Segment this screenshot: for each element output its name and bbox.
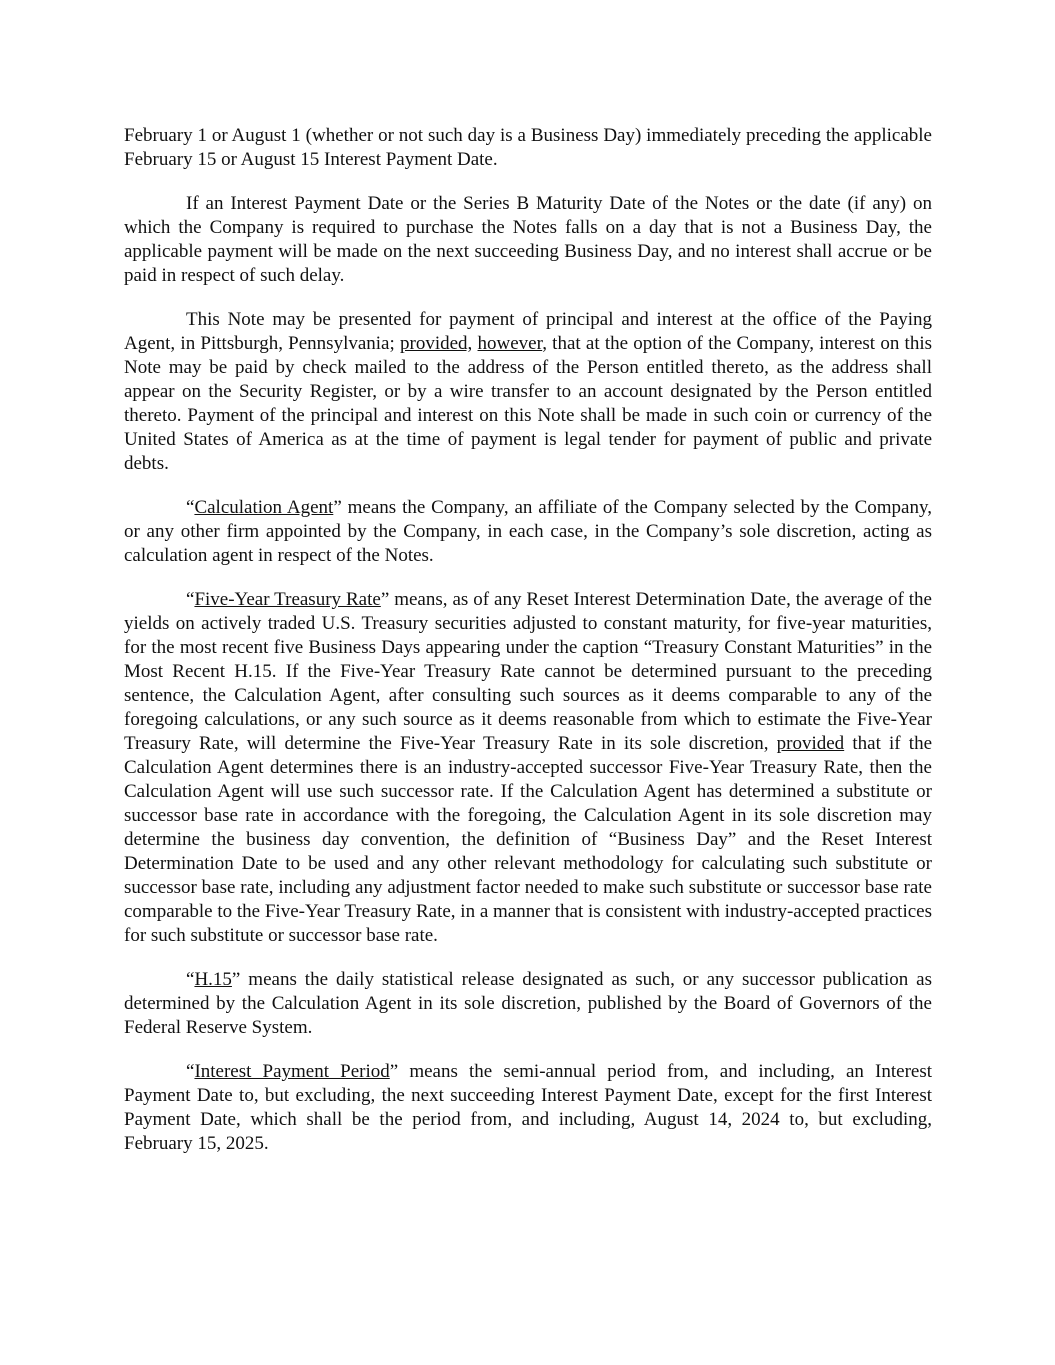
document-page xyxy=(124,124,932,1176)
defined-term: Calculation Agent xyxy=(194,497,334,518)
paragraph-payment xyxy=(124,308,932,476)
defined-term: H.15 xyxy=(194,969,232,990)
definition-text: ” means the semi-annual period from, and including, an Interest Payment Date to, but excluding, the next succeeding Interest Payment Date, except for the first Interest Payment Date, which shall be the period from, and including, August 14, 2024 to, but excluding, February 15, 2025. xyxy=(124,1061,932,1154)
definition-five-year-treasury-rate xyxy=(124,588,932,948)
underlined-provided: provided xyxy=(776,733,845,754)
definition-text: that if the Calculation Agent determines there is an industry-accepted successor Five-Year Treasury Rate, then the Calculation Agent will use such successor rate. If the Calculation Agent has determined a substitute or successor base rate in accordance with the foregoing, the Calculation Agent in its sole discretion may determine the business day convention, the definition of “Business Day” and the Reset Interest Determination Date to be used and any other relevant methodology for calculating such substitute or successor base rate, including any adjustment factor needed to make such substitute or successor base rate comparable to the Five-Year Treasury Rate, in a manner that is consistent with industry-accepted practices for such substitute or successor base rate. xyxy=(124,733,933,946)
definition-h15 xyxy=(124,968,932,1040)
definition-text: ” means, as of any Reset Interest Determination Date, the average of the yields on actively traded U.S. Treasury securities adjusted to constant maturity, for five-year maturities, for the most recent five Business Days appearing under the caption “Treasury Constant Maturities” in the Most Recent H.15. If the Five-Year Treasury Rate cannot be determined pursuant to the preceding sentence, the Calculation Agent, after consulting such sources as it deems comparable to any of the foregoing calculations, or any such source as it deems reasonable from which to estimate the Five-Year Treasury Rate, will determine the Five-Year Treasury Rate in its sole discretion, xyxy=(124,589,932,754)
open-quote: “ xyxy=(186,497,195,518)
paragraph-text: If an Interest Payment Date or the Series B Maturity Date of the Notes or the date (if any) on which the Company is required to purchase the Notes falls on a day that is not a Business Day, the applicable payment will be made on the next succeeding Business Day, and no interest shall accrue or be paid in respect of such delay. xyxy=(124,193,932,286)
underlined-provided: provided, xyxy=(400,333,473,354)
defined-term: Five-Year Treasury Rate xyxy=(194,589,381,610)
definition-text: ” means the Company, an affiliate of the Company selected by the Company, or any other firm appointed by the Company, in each case, in the Company’s sole discretion, acting as calculation agent in respect of the Notes. xyxy=(124,497,932,566)
underlined-however: however xyxy=(477,333,543,354)
definition-interest-payment-period xyxy=(124,1060,932,1156)
open-quote: “ xyxy=(186,969,195,990)
paragraph-record-date xyxy=(124,124,932,172)
defined-term: Interest Payment Period xyxy=(194,1061,390,1082)
paragraph-text: February 1 or August 1 (whether or not such day is a Business Day) immediately preceding the applicable February 15 or August 15 Interest Payment Date. xyxy=(124,125,932,170)
paragraph-business-day xyxy=(124,192,932,288)
definition-calculation-agent xyxy=(124,496,932,568)
open-quote: “ xyxy=(186,1061,195,1082)
paragraph-text: This Note may be presented for payment of principal and interest at the office of the Paying Agent, in Pittsburgh, Pennsylvania; xyxy=(124,309,932,354)
paragraph-text: , that at the option of the Company, interest on this Note may be paid by check mailed to the address of the Person entitled thereto, as the address shall appear on the Security Register, or by a wire transfer to an account designated by the Person entitled thereto. Payment of the principal and interest on this Note shall be made in such coin or currency of the United States of America as at the time of payment is legal tender for payment of public and private debts. xyxy=(124,333,932,474)
definition-text: ” means the daily statistical release designated as such, or any successor publication as determined by the Calculation Agent in its sole discretion, published by the Board of Governors of the Federal Reserve System. xyxy=(124,969,932,1038)
open-quote: “ xyxy=(186,589,195,610)
